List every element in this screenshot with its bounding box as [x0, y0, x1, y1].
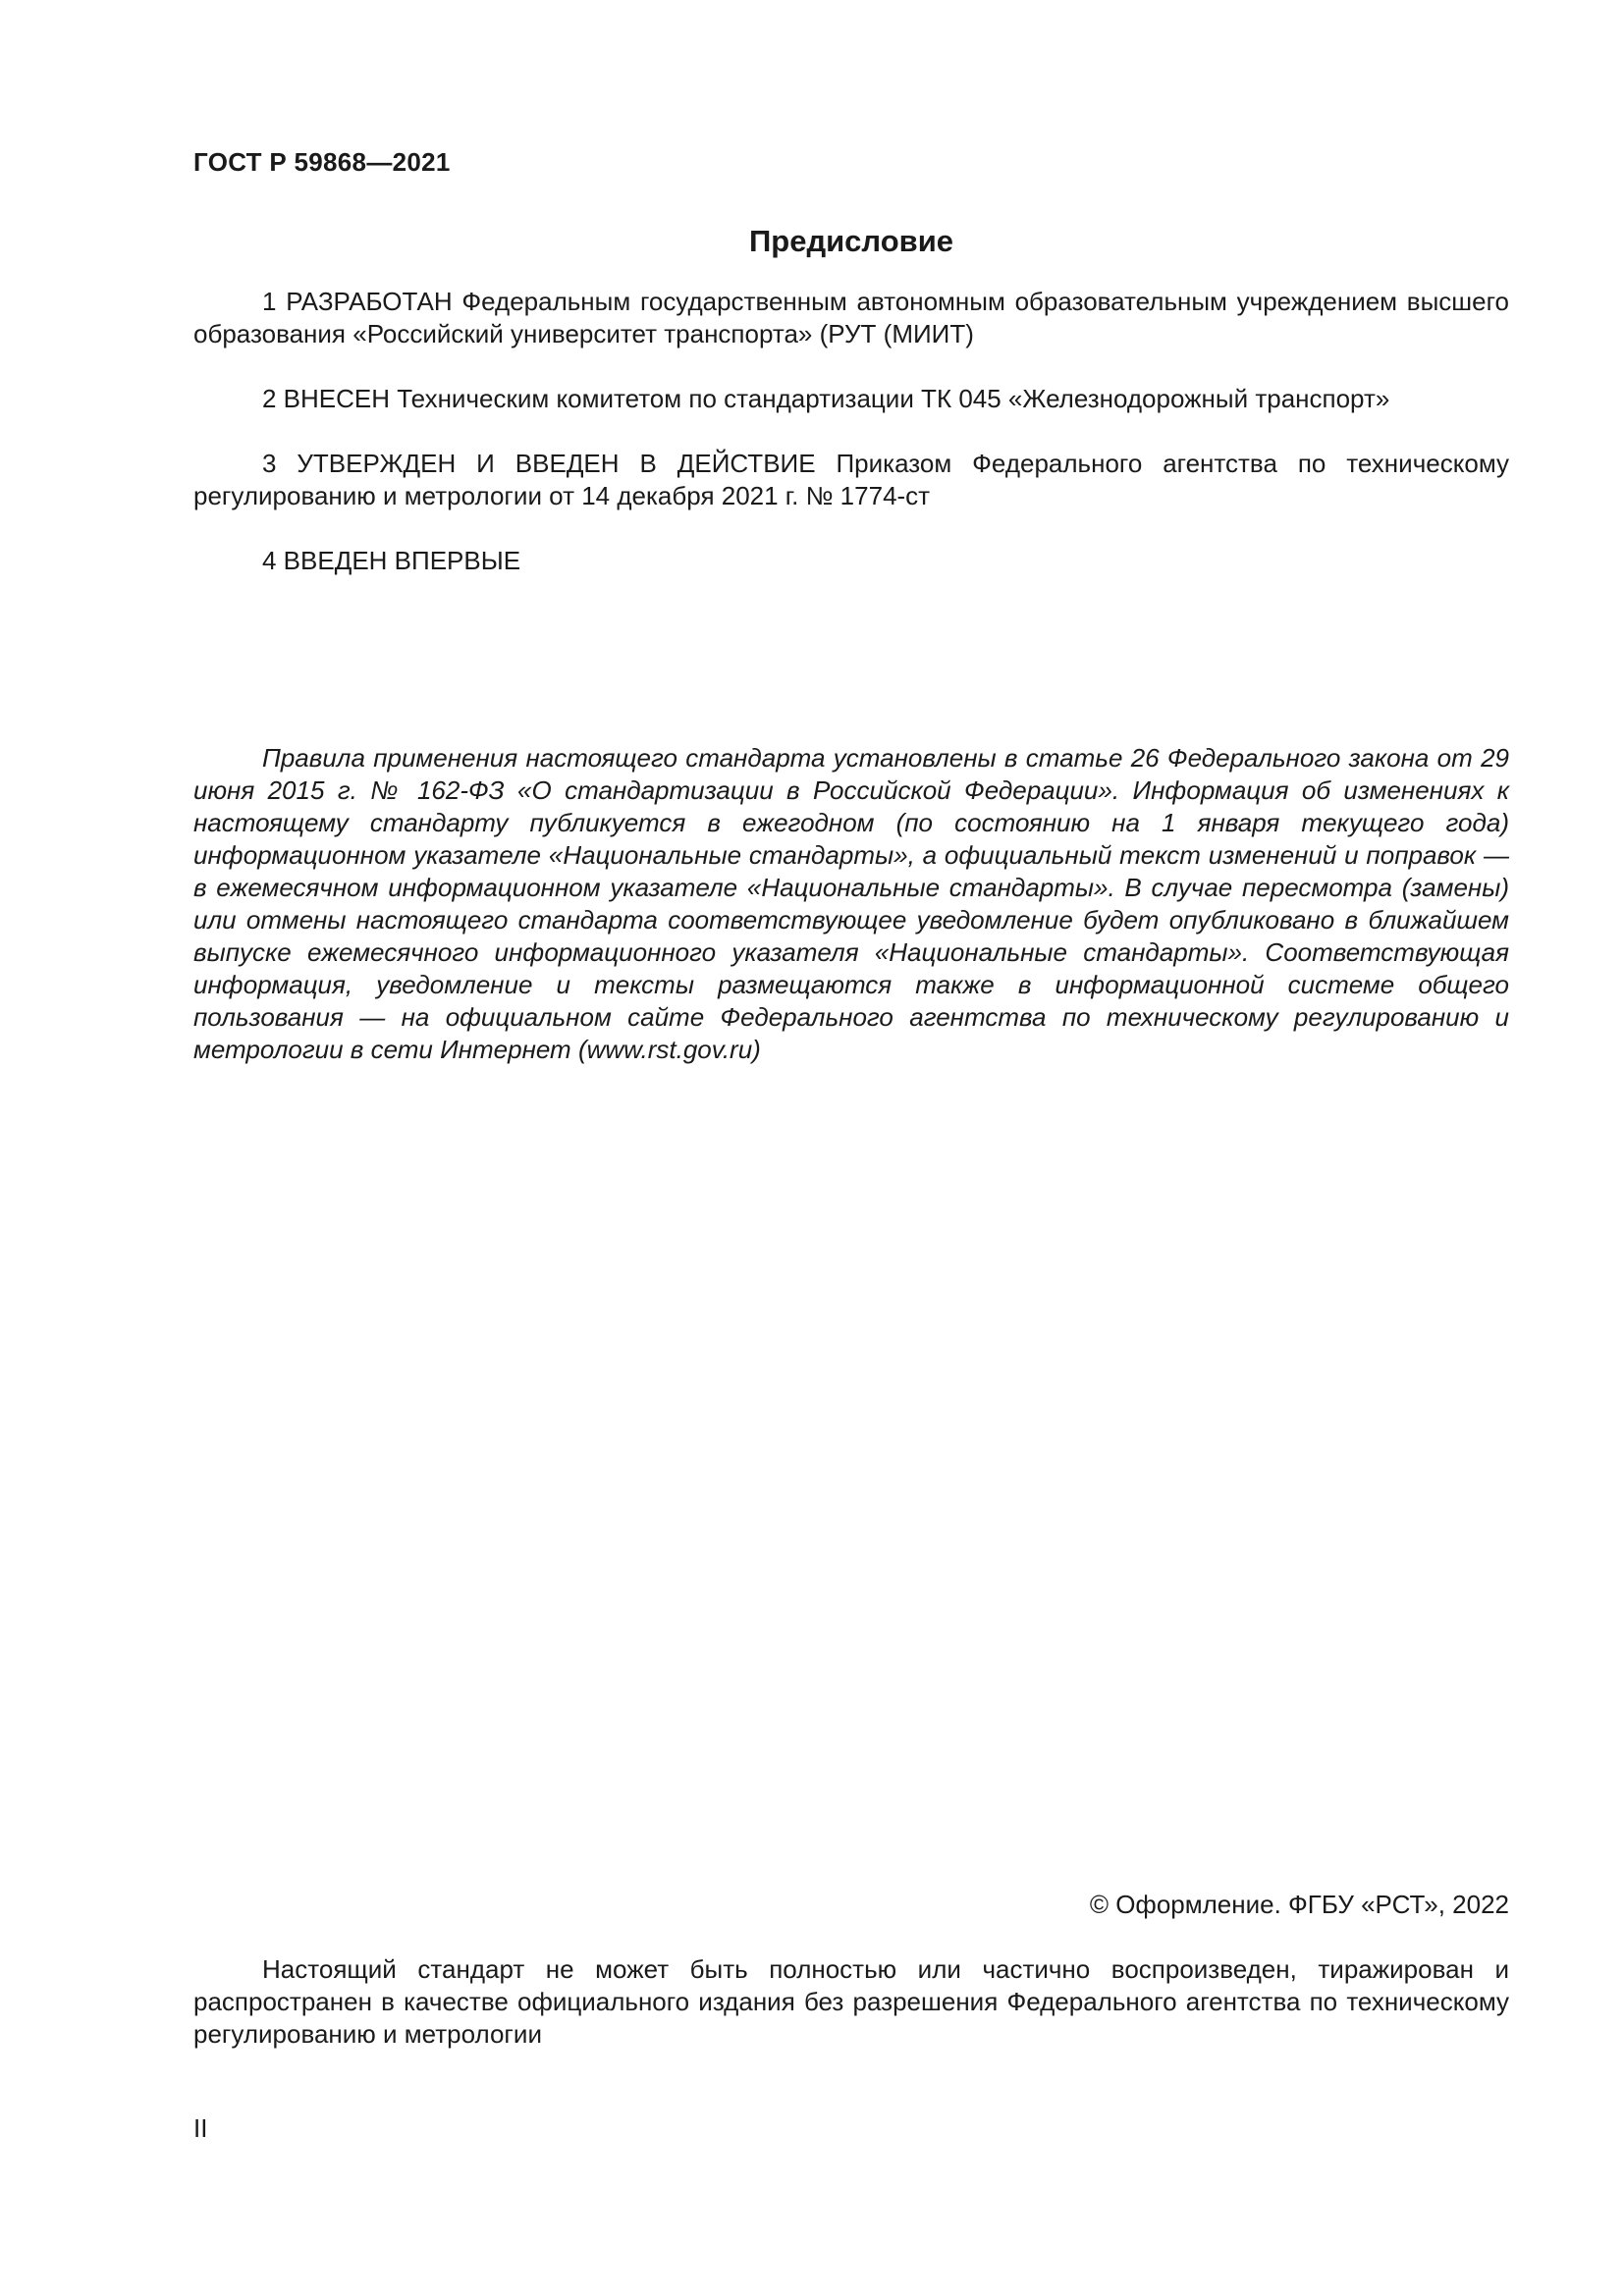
foreword-item-2: 2 ВНЕСЕН Техническим комитетом по стандартизации ТК 045 «Железнодорожный транспорт» [262, 384, 1390, 413]
reproduction-notice: Настоящий стандарт не может быть полностью или частично воспроизведен, тиражирован и распространен в качестве официального издания без разрешения Федерального агентства по техническому регулированию и метрологии [193, 1954, 1509, 2049]
section-title: Предисловие [748, 224, 953, 258]
copyright-line: © Оформление. ФГБУ «РСТ», 2022 [1089, 1890, 1509, 1919]
page-number: II [193, 2113, 208, 2143]
foreword-item-4: 4 ВВЕДЕН ВПЕРВЫЕ [262, 546, 521, 575]
foreword-item-1: 1 РАЗРАБОТАН Федеральным государственным автономным образовательным учреждением высшего образования «Российский университет транспорта» (РУТ (МИИТ) [193, 287, 1509, 348]
application-rules-paragraph: Правила применения настоящего стандарта установлены в статье 26 Федерального закона от 29 июня 2015 г. № 162-ФЗ «О стандартизации в Российской Федерации». Информация об изменениях к настоящему стандарту публикуется в ежегодном (по состоянию на 1 января текущего года) информационном указателе «Национальные стандарты», а официальный текст изменений и поправок — в ежемесячном информационном указателе «Национальные стандарты». В случае пересмотра (замены) или отмены настоящего стандарта соответствующее уведомление будет опубликовано в ближайшем выпуске ежемесячного информационного указателя «Национальные стандарты». Соответствующая информация, уведомление и тексты размещаются также в информационной системе общего пользования — на официальном сайте Федерального агентства по техническому регулированию и метрологии в сети Интернет (www.rst.gov.ru) [193, 743, 1509, 1064]
document-code: ГОСТ Р 59868—2021 [193, 147, 451, 177]
foreword-item-3: 3 УТВЕРЖДЕН И ВВЕДЕН В ДЕЙСТВИЕ Приказом Федерального агентства по техническому регулированию и метрологии от 14 декабря 2021 г. № 1774-ст [193, 449, 1509, 510]
